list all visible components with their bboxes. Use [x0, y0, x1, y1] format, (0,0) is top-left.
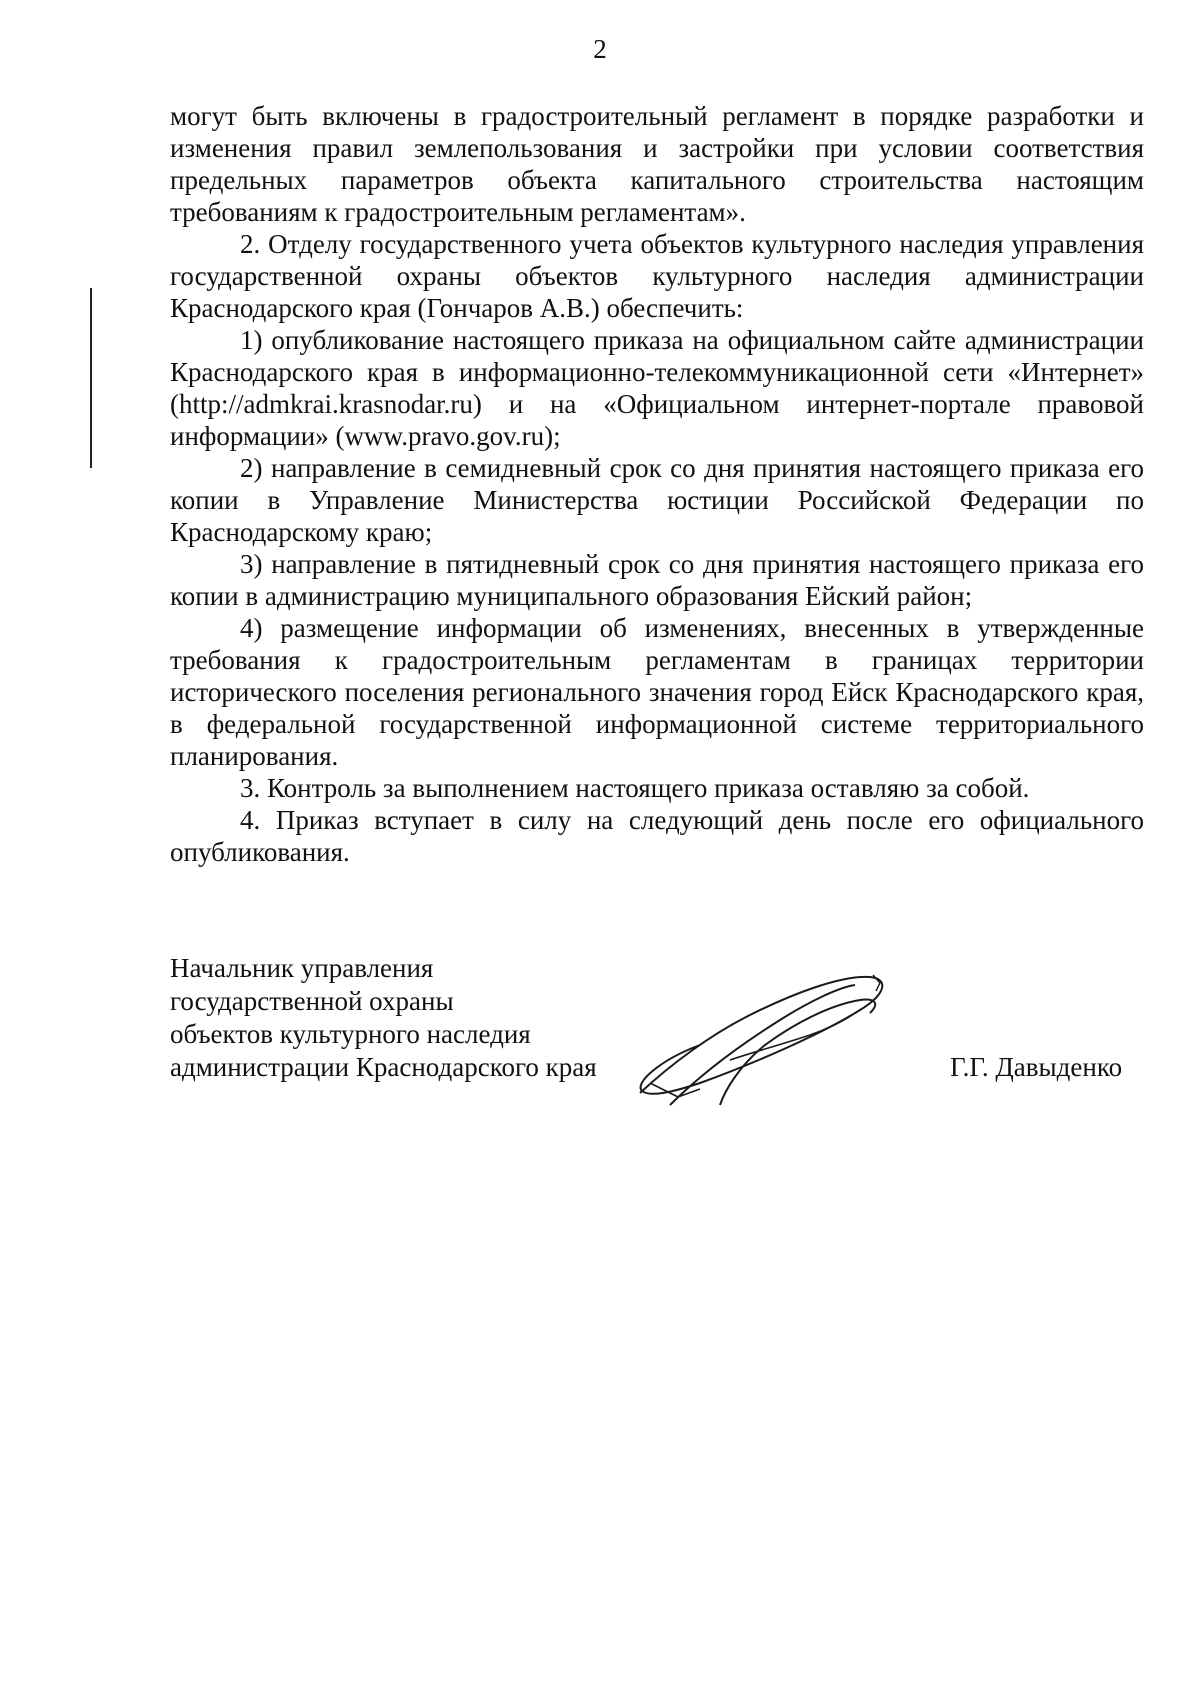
- paragraph-item-4: 4. Приказ вступает в силу на следующий день после его официального опубликования.: [170, 805, 1144, 867]
- signatory-position-line: государственной охраны: [170, 986, 454, 1016]
- handwritten-signature: [630, 965, 900, 1115]
- paragraph-item-3: 3. Контроль за выполнением настоящего приказа оставляю за собой.: [240, 773, 1030, 803]
- signatory-name: Г.Г. Давыденко: [950, 1052, 1123, 1082]
- paragraph-subitem-2: 2) направление в семидневный срок со дня принятия настоящего приказа его копии в Управление Министерства юстиции Российской Федерации по Краснодарскому краю;: [170, 453, 1144, 547]
- document-body: [170, 100, 1144, 868]
- paragraph-subitem-3: 3) направление в пятидневный срок со дня принятия настоящего приказа его копии в администрацию муниципального образования Ейский район;: [170, 549, 1144, 611]
- signatory-position-line: Начальник управления: [170, 953, 434, 983]
- margin-marker-line: [90, 288, 92, 468]
- paragraph-continuation: могут быть включены в градостроительный регламент в порядке разработки и изменения правил землепользования и застройки при условии соответствия предельных параметров объекта капитального строительства настоящим требованиям к градостроительным регламентам».: [170, 101, 1144, 227]
- signatory-position-line: объектов культурного наследия: [170, 1019, 531, 1049]
- signatory-position: [170, 952, 597, 1084]
- paragraph-subitem-4: 4) размещение информации об изменениях, внесенных в утвержденные требования к градостроительным регламентам в границах территории исторического поселения регионального значения город Ейск Краснодарского края, в федеральной государственной информационной системе территориального планирования.: [170, 613, 1144, 771]
- signatory-position-line: администрации Краснодарского края: [170, 1052, 597, 1082]
- paragraph-subitem-1: 1) опубликование настоящего приказа на официальном сайте администрации Краснодарского края в информационно-телекоммуникационной сети «Интернет» (http://admkrai.krasnodar.ru) и на «Официальном интернет-портале правовой информации» (www.pravo.gov.ru);: [170, 325, 1144, 451]
- page-number: 2: [593, 34, 607, 64]
- paragraph-item-2: 2. Отделу государственного учета объектов культурного наследия управления государственной охраны объектов культурного наследия администрации Краснодарского края (Гончаров А.В.) обеспечить:: [170, 229, 1144, 323]
